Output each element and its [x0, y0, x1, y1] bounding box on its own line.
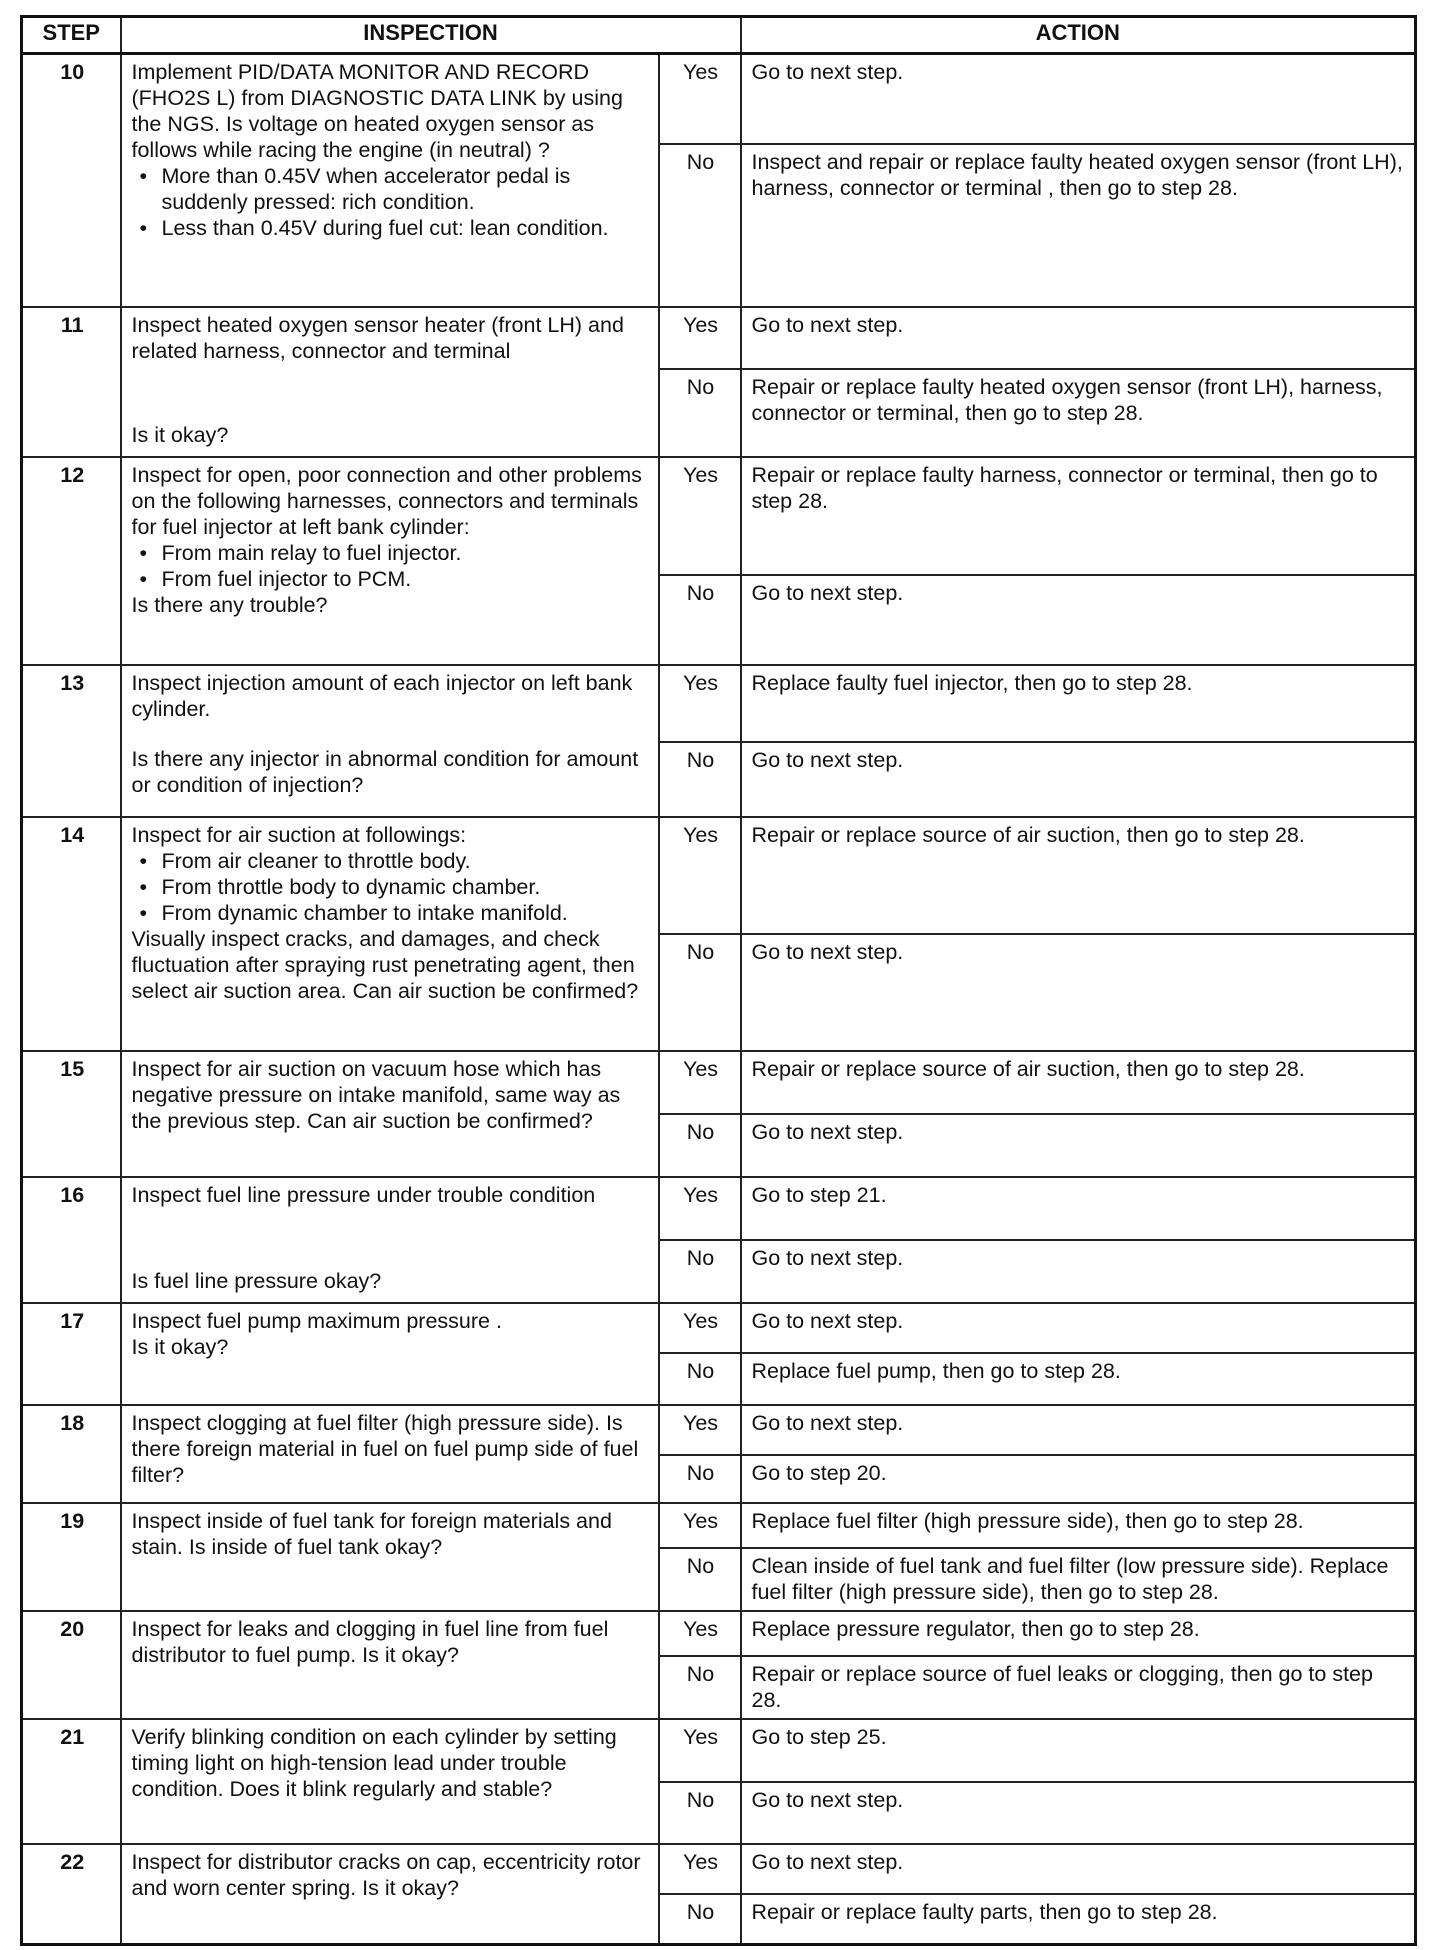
answer-no: No — [659, 934, 741, 1051]
table-row — [22, 457, 1416, 575]
inspection-bullet: • From dynamic chamber to intake manifold. — [132, 900, 650, 926]
action-yes: Go to next step. — [741, 1844, 1416, 1894]
action-no: Go to next step. — [741, 934, 1416, 1051]
answer-no: No — [659, 1548, 741, 1611]
inspection-text: Implement PID/DATA MONITOR AND RECORD (FHO2S L) from DIAGNOSTIC DATA LINK by using the NGS. Is voltage on heated oxygen sensor as follows while racing the engine (in neutral) ? — [131, 60, 623, 162]
action-no: Replace fuel pump, then go to step 28. — [741, 1353, 1416, 1405]
inspection-cell — [121, 1051, 659, 1177]
table-body — [22, 54, 1416, 1945]
step-number: 19 — [22, 1503, 121, 1611]
inspection-text: Is it okay? — [131, 422, 229, 447]
inspection-bullet: • From main relay to fuel injector. — [132, 540, 650, 566]
inspection-text: Inspect for air suction at followings: — [131, 822, 467, 847]
action-yes: Go to next step. — [741, 1303, 1416, 1353]
answer-no: No — [659, 1114, 741, 1177]
answer-no: No — [659, 1353, 741, 1405]
inspection-text: Is there any trouble? — [131, 592, 328, 617]
table-row — [22, 1503, 1416, 1548]
table-row — [22, 817, 1416, 934]
step-number: 14 — [22, 817, 121, 1051]
action-yes: Go to next step. — [741, 1405, 1416, 1455]
action-yes: Replace pressure regulator, then go to step 28. — [741, 1611, 1416, 1656]
header-action: ACTION — [741, 17, 1416, 54]
step-number: 22 — [22, 1844, 121, 1945]
action-no: Go to next step. — [741, 1782, 1416, 1844]
inspection-cell — [121, 1844, 659, 1945]
table-row — [22, 1844, 1416, 1894]
inspection-cell — [121, 665, 659, 817]
diagnostic-table — [20, 15, 1417, 1946]
inspection-cell — [121, 817, 659, 1051]
inspection-bullet: • Less than 0.45V during fuel cut: lean condition. — [132, 215, 650, 241]
answer-no: No — [659, 575, 741, 665]
step-number: 18 — [22, 1405, 121, 1503]
answer-no: No — [659, 1656, 741, 1719]
table-row — [22, 1611, 1416, 1656]
inspection-cell — [121, 1177, 659, 1303]
answer-yes: Yes — [659, 54, 741, 144]
answer-yes: Yes — [659, 1844, 741, 1894]
inspection-text: Is it okay? — [131, 1334, 229, 1359]
inspection-text: Inspect fuel line pressure under trouble condition — [131, 1182, 596, 1207]
inspection-text: Inspect clogging at fuel filter (high pressure side). Is there foreign material in fuel on fuel pump side of fuel filter? — [131, 1410, 639, 1487]
action-yes: Go to next step. — [741, 54, 1416, 144]
step-number: 16 — [22, 1177, 121, 1303]
inspection-text: Inspect for leaks and clogging in fuel line from fuel distributor to fuel pump. Is it okay? — [131, 1616, 609, 1667]
table-row — [22, 665, 1416, 742]
table-row — [22, 1303, 1416, 1353]
step-number: 17 — [22, 1303, 121, 1405]
inspection-text: Inspect inside of fuel tank for foreign materials and stain. Is inside of fuel tank okay? — [131, 1508, 612, 1559]
answer-yes: Yes — [659, 1719, 741, 1782]
action-yes: Go to next step. — [741, 307, 1416, 369]
answer-yes: Yes — [659, 1611, 741, 1656]
answer-yes: Yes — [659, 307, 741, 369]
table-row — [22, 1051, 1416, 1114]
table-row — [22, 307, 1416, 369]
step-number: 12 — [22, 457, 121, 665]
inspection-text: Inspect fuel pump maximum pressure . — [131, 1308, 502, 1333]
action-no: Go to next step. — [741, 1240, 1416, 1303]
inspection-cell — [121, 457, 659, 665]
inspection-text: Visually inspect cracks, and damages, and check fluctuation after spraying rust penetrating agent, then select air suction area. Can air suction be confirmed? — [131, 926, 639, 1003]
step-number: 20 — [22, 1611, 121, 1719]
header-step: STEP — [22, 17, 121, 54]
answer-no: No — [659, 369, 741, 457]
answer-yes: Yes — [659, 1177, 741, 1240]
table-row — [22, 1177, 1416, 1240]
inspection-cell — [121, 1405, 659, 1503]
step-number: 13 — [22, 665, 121, 817]
inspection-bullet: • From air cleaner to throttle body. — [132, 848, 650, 874]
inspection-cell — [121, 307, 659, 457]
answer-yes: Yes — [659, 1503, 741, 1548]
action-no: Go to step 20. — [741, 1455, 1416, 1503]
action-yes: Replace faulty fuel injector, then go to step 28. — [741, 665, 1416, 742]
inspection-text: Is there any injector in abnormal condition for amount or condition of injection? — [131, 746, 639, 797]
action-no: Clean inside of fuel tank and fuel filter (low pressure side). Replace fuel filter (high pressure side), then go to step 28. — [741, 1548, 1416, 1611]
answer-no: No — [659, 1894, 741, 1945]
action-no: Repair or replace faulty heated oxygen sensor (front LH), harness, connector or terminal, then go to step 28. — [741, 369, 1416, 457]
table-row — [22, 1719, 1416, 1782]
action-no: Go to next step. — [741, 1114, 1416, 1177]
answer-yes: Yes — [659, 817, 741, 934]
inspection-text: Inspect for distributor cracks on cap, eccentricity rotor and worn center spring. Is it okay? — [131, 1849, 641, 1900]
action-yes: Go to step 21. — [741, 1177, 1416, 1240]
inspection-text: Verify blinking condition on each cylinder by setting timing light on high-tension lead under trouble condition. Does it blink regularly and stable? — [131, 1724, 617, 1801]
answer-no: No — [659, 1455, 741, 1503]
inspection-bullet: • From fuel injector to PCM. — [132, 566, 650, 592]
action-yes: Repair or replace faulty harness, connector or terminal, then go to step 28. — [741, 457, 1416, 575]
table-row — [22, 54, 1416, 144]
header-row — [22, 17, 1416, 54]
action-yes: Go to step 25. — [741, 1719, 1416, 1782]
inspection-cell — [121, 1503, 659, 1611]
answer-yes: Yes — [659, 665, 741, 742]
inspection-cell — [121, 1611, 659, 1719]
inspection-cell — [121, 1719, 659, 1844]
inspection-text: Is fuel line pressure okay? — [131, 1268, 382, 1293]
step-number: 10 — [22, 54, 121, 307]
answer-yes: Yes — [659, 1405, 741, 1455]
inspection-text: Inspect injection amount of each injector on left bank cylinder. — [131, 670, 633, 721]
action-no: Go to next step. — [741, 742, 1416, 817]
inspection-text: Inspect for air suction on vacuum hose which has negative pressure on intake manifold, same way as the previous step. Can air suction be confirmed? — [131, 1056, 621, 1133]
table-row — [22, 1405, 1416, 1455]
inspection-text: Inspect for open, poor connection and other problems on the following harnesses, connectors and terminals for fuel injector at left bank cylinder: — [131, 462, 642, 539]
inspection-cell — [121, 54, 659, 307]
answer-yes: Yes — [659, 457, 741, 575]
inspection-cell — [121, 1303, 659, 1405]
action-no: Inspect and repair or replace faulty heated oxygen sensor (front LH), harness, connector or terminal , then go to step 28. — [741, 144, 1416, 307]
action-yes: Repair or replace source of air suction, then go to step 28. — [741, 817, 1416, 934]
answer-yes: Yes — [659, 1051, 741, 1114]
action-no: Go to next step. — [741, 575, 1416, 665]
inspection-text: Inspect heated oxygen sensor heater (front LH) and related harness, connector and terminal — [131, 312, 624, 363]
answer-no: No — [659, 1782, 741, 1844]
answer-no: No — [659, 144, 741, 307]
action-no: Repair or replace faulty parts, then go to step 28. — [741, 1894, 1416, 1945]
answer-no: No — [659, 742, 741, 817]
action-yes: Replace fuel filter (high pressure side), then go to step 28. — [741, 1503, 1416, 1548]
answer-yes: Yes — [659, 1303, 741, 1353]
action-yes: Repair or replace source of air suction, then go to step 28. — [741, 1051, 1416, 1114]
inspection-bullet: • From throttle body to dynamic chamber. — [132, 874, 650, 900]
answer-no: No — [659, 1240, 741, 1303]
inspection-bullet: • More than 0.45V when accelerator pedal is suddenly pressed: rich condition. — [132, 163, 650, 215]
step-number: 15 — [22, 1051, 121, 1177]
header-inspection: INSPECTION — [121, 17, 741, 54]
step-number: 21 — [22, 1719, 121, 1844]
step-number: 11 — [22, 307, 121, 457]
action-no: Repair or replace source of fuel leaks or clogging, then go to step 28. — [741, 1656, 1416, 1719]
